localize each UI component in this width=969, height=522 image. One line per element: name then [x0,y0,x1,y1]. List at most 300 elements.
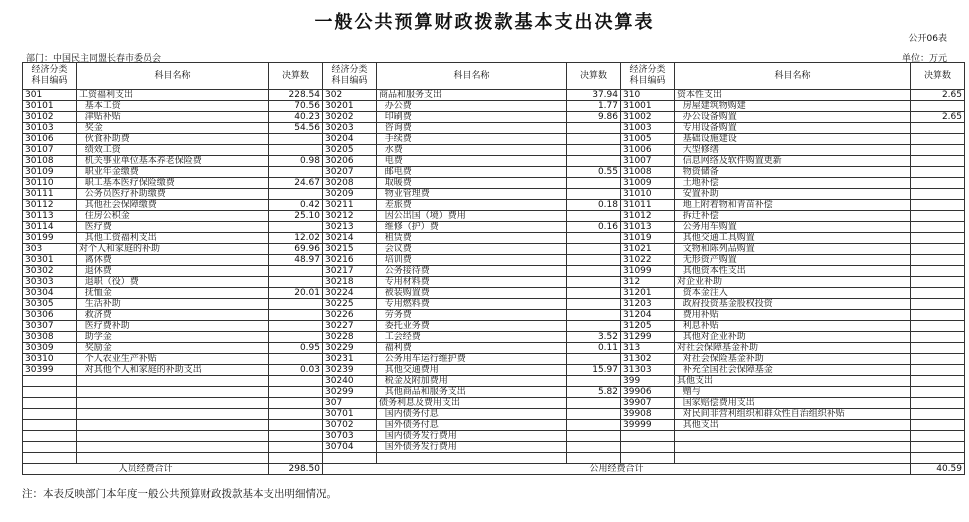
cell-amount: 2.65 [911,112,965,123]
cell-code: 30209 [323,189,377,200]
cell-amount [269,277,323,288]
cell-code: 30216 [323,255,377,266]
cell-name: 因公出国（境）费用 [377,211,567,222]
cell-name: 劳务费 [377,310,567,321]
cell-name: 津贴补贴 [77,112,269,123]
table-row [23,310,965,321]
personal-total-value: 298.50 [269,464,323,475]
cell-name: 电费 [377,156,567,167]
cell-name: 办公费 [377,101,567,112]
cell-amount [269,332,323,343]
cell-amount [269,167,323,178]
table-row [23,233,965,244]
cell-amount: 0.42 [269,200,323,211]
cell-code: 30218 [323,277,377,288]
cell-name: 基础设施建设 [675,134,911,145]
table-row [23,145,965,156]
cell-name: 政府投资基金股权投资 [675,299,911,310]
table-row [23,266,965,277]
cell-code: 31019 [621,233,675,244]
cell-name: 公务接待费 [377,266,567,277]
cell-code: 30239 [323,365,377,376]
cell-name: 机关事业单位基本养老保险费 [77,156,269,167]
cell-amount: 228.54 [269,90,323,101]
header-name: 科目名称 [377,63,567,90]
unit-label: 单位：万元 [901,54,947,64]
cell-code: 310 [621,90,675,101]
cell-code: 31010 [621,189,675,200]
cell-name: 其他交通费用 [377,365,567,376]
cell-name: 抚恤金 [77,288,269,299]
cell-amount: 0.11 [567,343,621,354]
cell-amount [269,442,323,453]
cell-code: 31009 [621,178,675,189]
cell-amount [911,244,965,255]
cell-amount [567,288,621,299]
cell-code: 30109 [23,167,77,178]
cell-amount [269,134,323,145]
cell-amount [911,365,965,376]
cell-code: 399 [621,376,675,387]
cell-code: 30201 [323,101,377,112]
cell-name: 医疗费 [77,222,269,233]
cell-name: 房屋建筑物购建 [675,101,911,112]
cell-amount [567,134,621,145]
header-code: 经济分类 科目编码 [323,63,377,90]
cell-name: 补充全国社会保障基金 [675,365,911,376]
table-row [23,200,965,211]
cell-code: 31203 [621,299,675,310]
table-row [23,156,965,167]
cell-name: 咨询费 [377,123,567,134]
cell-code: 31011 [621,200,675,211]
table-row [23,365,965,376]
cell-name: 会议费 [377,244,567,255]
cell-amount [911,442,965,453]
cell-name: 其他社会保障缴费 [77,200,269,211]
cell-name: 利息补贴 [675,321,911,332]
table-row [23,189,965,200]
cell-amount [567,244,621,255]
cell-amount [567,310,621,321]
cell-amount [911,101,965,112]
cell-code [23,398,77,409]
cell-code [23,442,77,453]
cell-name: 专用燃料费 [377,299,567,310]
table-row [23,167,965,178]
cell-amount: 0.16 [567,222,621,233]
cell-name: 赠与 [675,387,911,398]
cell-code: 30224 [323,288,377,299]
cell-code: 30299 [323,387,377,398]
cell-amount: 37.94 [567,90,621,101]
cell-name: 工资福利支出 [77,90,269,101]
cell-code [23,376,77,387]
cell-amount [269,431,323,442]
cell-name: 对民间非营利组织和群众性自治组织补贴 [675,409,911,420]
header-amount: 决算数 [269,63,323,90]
cell-code: 31012 [621,211,675,222]
cell-code: 30213 [323,222,377,233]
cell-amount [911,167,965,178]
cell-code: 30304 [23,288,77,299]
cell-code: 30308 [23,332,77,343]
table-row [23,343,965,354]
cell-name: 商品和服务支出 [377,90,567,101]
cell-name: 无形资产购置 [675,255,911,266]
cell-name: 税金及附加费用 [377,376,567,387]
cell-amount [911,398,965,409]
cell-name [77,387,269,398]
cell-amount [567,299,621,310]
cell-amount: 0.03 [269,365,323,376]
cell-name [377,453,567,464]
cell-amount: 25.10 [269,211,323,222]
cell-name: 退休费 [77,266,269,277]
cell-amount [911,266,965,277]
cell-amount [567,123,621,134]
cell-code: 30212 [323,211,377,222]
report-title: 一般公共预算财政拨款基本支出决算表 [314,12,655,33]
cell-name: 奖励金 [77,343,269,354]
cell-code: 30208 [323,178,377,189]
cell-amount [911,145,965,156]
header-amount: 决算数 [911,63,965,90]
table-row [23,299,965,310]
cell-name: 对其他个人和家庭的补助支出 [77,365,269,376]
cell-code: 30207 [323,167,377,178]
cell-name [675,442,911,453]
cell-code: 30111 [23,189,77,200]
cell-code: 30240 [323,376,377,387]
cell-name: 对社会保障基金补助 [675,343,911,354]
cell-amount [911,134,965,145]
cell-amount [567,189,621,200]
cell-code: 30206 [323,156,377,167]
cell-amount [567,266,621,277]
cell-code: 30214 [323,233,377,244]
cell-code [23,453,77,464]
table-row [23,222,965,233]
cell-name: 培训费 [377,255,567,266]
cell-code: 30310 [23,354,77,365]
header-name: 科目名称 [675,63,911,90]
cell-code [323,453,377,464]
cell-code: 39908 [621,409,675,420]
expenditure-table-wrapper [22,62,965,475]
cell-amount: 2.65 [911,90,965,101]
cell-code: 30231 [323,354,377,365]
cell-name: 助学金 [77,332,269,343]
header-amount: 决算数 [567,63,621,90]
cell-code: 31201 [621,288,675,299]
department-label: 部门：中国民主同盟长春市委员会 [26,54,162,64]
cell-amount [269,387,323,398]
cell-code: 31299 [621,332,675,343]
public-total-value: 40.59 [911,464,965,475]
table-row [23,387,965,398]
cell-name: 其他对企业补助 [675,332,911,343]
cell-code: 30106 [23,134,77,145]
cell-code: 30203 [323,123,377,134]
totals-row [23,464,965,475]
table-row [23,90,965,101]
cell-amount [269,398,323,409]
cell-name: 其他支出 [675,420,911,431]
cell-amount [269,420,323,431]
cell-code: 313 [621,343,675,354]
cell-name: 邮电费 [377,167,567,178]
cell-name: 生活补助 [77,299,269,310]
cell-amount [911,376,965,387]
cell-code: 31013 [621,222,675,233]
table-row [23,101,965,112]
cell-name: 福利费 [377,343,567,354]
cell-code: 30102 [23,112,77,123]
table-row [23,442,965,453]
cell-code: 312 [621,277,675,288]
cell-amount [911,387,965,398]
cell-code: 30302 [23,266,77,277]
cell-amount [269,376,323,387]
cell-code: 30107 [23,145,77,156]
cell-name: 国内债务付息 [377,409,567,420]
cell-name: 其他交通工具购置 [675,233,911,244]
cell-amount: 69.96 [269,244,323,255]
public-total-label: 公用经费合计 [323,464,911,475]
cell-name: 伙食补助费 [77,134,269,145]
cell-code: 31008 [621,167,675,178]
cell-code: 30303 [23,277,77,288]
cell-amount: 20.01 [269,288,323,299]
cell-name: 职业年金缴费 [77,167,269,178]
table-row [23,244,965,255]
cell-amount [567,211,621,222]
cell-amount: 0.18 [567,200,621,211]
cell-name: 印刷费 [377,112,567,123]
cell-code: 30202 [323,112,377,123]
cell-name: 公务用车购置 [675,222,911,233]
table-row [23,321,965,332]
footnote: 注：本表反映部门本年度一般公共预算财政拨款基本支出明细情况。 [22,488,337,500]
cell-code: 31002 [621,112,675,123]
table-row [23,288,965,299]
table-row [23,112,965,123]
table-body [23,90,965,464]
cell-name: 公务用车运行维护费 [377,354,567,365]
cell-name: 取暖费 [377,178,567,189]
cell-amount [269,145,323,156]
cell-name: 其他工资福利支出 [77,233,269,244]
cell-name [77,431,269,442]
cell-amount: 48.97 [269,255,323,266]
cell-name: 个人农业生产补贴 [77,354,269,365]
cell-amount [911,354,965,365]
cell-name: 专用材料费 [377,277,567,288]
cell-name [675,453,911,464]
table-row [23,211,965,222]
cell-name: 大型修缮 [675,145,911,156]
cell-name: 工会经费 [377,332,567,343]
cell-name: 奖金 [77,123,269,134]
cell-name: 对个人和家庭的补助 [77,244,269,255]
cell-code: 31099 [621,266,675,277]
cell-name: 委托业务费 [377,321,567,332]
cell-name: 国外债务发行费用 [377,442,567,453]
cell-code: 31205 [621,321,675,332]
cell-code: 303 [23,244,77,255]
cell-code: 31022 [621,255,675,266]
cell-amount [911,233,965,244]
cell-amount [911,288,965,299]
cell-name: 安置补助 [675,189,911,200]
cell-name [77,442,269,453]
cell-name: 土地补偿 [675,178,911,189]
cell-amount [911,156,965,167]
cell-code: 30110 [23,178,77,189]
cell-amount [911,409,965,420]
cell-code [23,387,77,398]
cell-amount [269,266,323,277]
form-number: 公开06表 [908,34,947,44]
cell-name [77,453,269,464]
cell-name: 水费 [377,145,567,156]
cell-amount [911,420,965,431]
cell-amount [269,299,323,310]
cell-amount [567,277,621,288]
cell-amount [269,354,323,365]
cell-code: 307 [323,398,377,409]
personal-total-label: 人员经费合计 [23,464,269,475]
cell-amount [269,409,323,420]
cell-code: 31005 [621,134,675,145]
cell-name: 退职（役）费 [77,277,269,288]
cell-name: 资本金注入 [675,288,911,299]
cell-name: 办公设备购置 [675,112,911,123]
cell-amount [911,332,965,343]
cell-code: 39907 [621,398,675,409]
cell-amount: 0.95 [269,343,323,354]
cell-name: 其他支出 [675,376,911,387]
cell-amount: 1.77 [567,101,621,112]
cell-code: 30703 [323,431,377,442]
table-row [23,409,965,420]
cell-code: 30113 [23,211,77,222]
cell-code: 30704 [323,442,377,453]
cell-code: 30305 [23,299,77,310]
cell-code: 31204 [621,310,675,321]
cell-amount [911,299,965,310]
cell-amount: 15.97 [567,365,621,376]
cell-code [23,431,77,442]
cell-amount: 12.02 [269,233,323,244]
cell-code: 31302 [621,354,675,365]
header-code: 经济分类 科目编码 [621,63,675,90]
cell-amount [911,211,965,222]
cell-name: 专用设备购置 [675,123,911,134]
cell-code: 30702 [323,420,377,431]
cell-amount [911,222,965,233]
cell-code: 39906 [621,387,675,398]
cell-name: 租赁费 [377,233,567,244]
table-row [23,354,965,365]
cell-code: 30227 [323,321,377,332]
cell-amount [911,255,965,266]
cell-code [621,453,675,464]
cell-name: 债务利息及费用支出 [377,398,567,409]
cell-name: 地上附着物和青苗补偿 [675,200,911,211]
table-row [23,332,965,343]
cell-amount [911,189,965,200]
cell-name: 国家赔偿费用支出 [675,398,911,409]
cell-code: 30108 [23,156,77,167]
cell-amount [567,420,621,431]
cell-code: 30215 [323,244,377,255]
cell-name: 拆迁补偿 [675,211,911,222]
cell-name: 差旅费 [377,200,567,211]
cell-name: 国内债务发行费用 [377,431,567,442]
cell-code [23,420,77,431]
cell-amount [911,310,965,321]
cell-code: 39999 [621,420,675,431]
cell-amount: 40.23 [269,112,323,123]
cell-name: 救济费 [77,310,269,321]
table-row [23,376,965,387]
cell-amount [269,189,323,200]
cell-name: 绩效工资 [77,145,269,156]
cell-name: 公务员医疗补助缴费 [77,189,269,200]
cell-code: 30307 [23,321,77,332]
cell-amount: 54.56 [269,123,323,134]
cell-code: 31021 [621,244,675,255]
cell-amount: 5.82 [567,387,621,398]
cell-code: 30204 [323,134,377,145]
cell-amount [567,233,621,244]
cell-amount [567,178,621,189]
cell-amount [567,354,621,365]
cell-amount [269,453,323,464]
cell-code: 30225 [323,299,377,310]
cell-name: 物资储备 [675,167,911,178]
cell-code: 30306 [23,310,77,321]
cell-amount [911,178,965,189]
cell-code: 30211 [323,200,377,211]
cell-name: 文物和陈列品购置 [675,244,911,255]
table-row [23,431,965,442]
cell-name: 住房公积金 [77,211,269,222]
cell-name [77,398,269,409]
cell-amount [269,321,323,332]
cell-name: 被装购置费 [377,288,567,299]
cell-amount [269,310,323,321]
cell-code: 30217 [323,266,377,277]
cell-name: 基本工资 [77,101,269,112]
cell-amount [567,398,621,409]
cell-code: 30101 [23,101,77,112]
cell-amount [911,200,965,211]
cell-name: 职工基本医疗保险缴费 [77,178,269,189]
expenditure-table [22,62,965,475]
cell-amount [911,453,965,464]
cell-amount [567,255,621,266]
header-row [23,63,965,90]
cell-name [77,409,269,420]
header-code: 经济分类 科目编码 [23,63,77,90]
table-row [23,420,965,431]
cell-code: 30301 [23,255,77,266]
cell-amount [567,453,621,464]
cell-amount [567,409,621,420]
